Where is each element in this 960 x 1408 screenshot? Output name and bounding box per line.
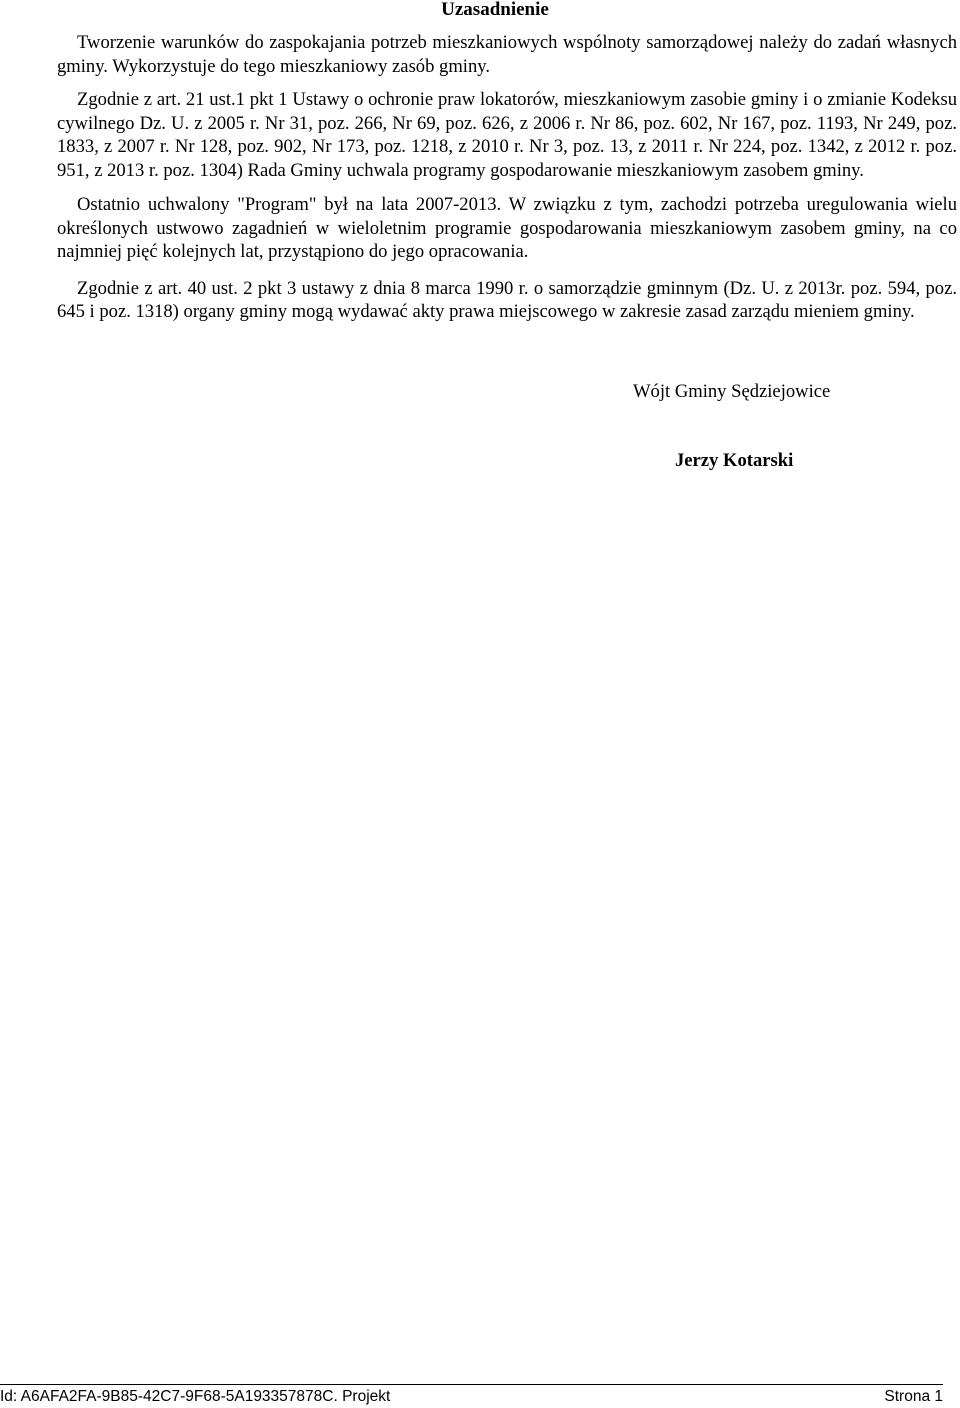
document-title: Uzasadnienie <box>441 0 549 20</box>
signer-name: Jerzy Kotarski <box>675 450 794 471</box>
paragraph-intro: Tworzenie warunków do zaspokajania potrzeb mieszkaniowych wspólnoty samorządowej należy do zadań własnych gminy. Wykorzystuje do tego mieszkaniowy zasób gminy. <box>57 32 957 77</box>
paragraph-local-law: Zgodnie z art. 40 ust. 2 pkt 3 ustawy z dnia 8 marca 1990 r. o samorządzie gminnym (Dz. U. z 2013r. poz. 594, poz. 645 i poz. 1318) organy gminy mogą wydawać akty prawa miejscowego w zakresie zasad zarządu mieniem gminy. <box>57 277 957 322</box>
document-id: Id: A6AFA2FA-9B85-42C7-9F68-5A193357878C. Projekt <box>0 1388 391 1405</box>
paragraph-program-history: Ostatnio uchwalony "Program" był na lata 2007-2013. W związku z tym, zachodzi potrzeba uregulowania wielu określonych ustwowo zagadnień w wieloletnim programie gospodarowania mieszkaniowym zasobem gminy, na co najmniej pięć kolejnych lat, przystąpiono do jego opracowania. <box>57 194 957 262</box>
signature-block <box>633 380 830 473</box>
document-body <box>57 31 957 334</box>
paragraph-legal-basis: Zgodnie z art. 21 ust.1 pkt 1 Ustawy o ochronie praw lokatorów, mieszkaniowym zasobie gminy i o zmianie Kodeksu cywilnego Dz. U. z 2005 r. Nr 31, poz. 266, Nr 69, poz. 626, z 2006 r. Nr 86, poz. 602, Nr 167, poz. 1193, Nr 249, poz. 1833, z 2007 r. Nr 128, poz. 902, Nr 173, poz. 1218, z 2010 r. Nr 3, poz. 13, z 2011 r. Nr 224, poz. 1342, z 2012 r. poz. 951, z 2013 r. poz. 1304) Rada Gminy uchwala programy gospodarowanie mieszkaniowym zasobem gminy. <box>57 89 957 181</box>
page-footer <box>0 1384 943 1408</box>
page-number: Strona 1 <box>884 1388 943 1405</box>
signer-role: Wójt Gminy Sędziejowice <box>633 381 831 402</box>
